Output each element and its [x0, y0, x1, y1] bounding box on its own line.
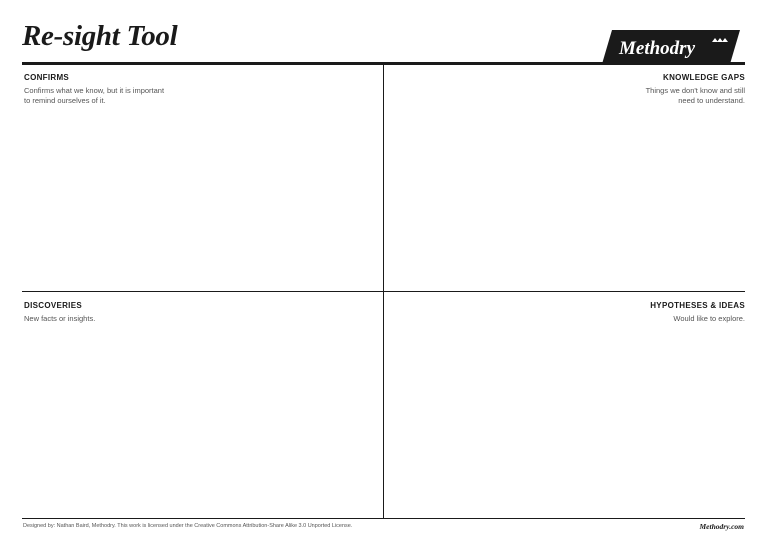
quadrant-hypotheses-ideas [650, 301, 745, 324]
methodry-logo [602, 30, 740, 64]
footer-site: Methodry.com [699, 522, 744, 531]
quadrant-knowledge-gaps [646, 73, 745, 106]
quadrant-discoveries [24, 301, 95, 324]
quadrant-description: Confirms what we know, but it is important to remind ourselves of it. [24, 86, 165, 105]
quadrant-title: DISCOVERIES [24, 301, 82, 310]
quadrant-title: HYPOTHESES & IDEAS [650, 301, 745, 310]
quadrant-description: New facts or insights. [24, 314, 96, 323]
quadrant-title: KNOWLEDGE GAPS [663, 73, 745, 82]
page-title: Re-sight Tool [22, 20, 178, 52]
footer-credit: Designed by: Nathan Baird, Methodry. This work is licensed under the Creative Commons Attribution-Share Alike 3.0 Unported License. [23, 523, 353, 529]
logo-text: Methodry [619, 38, 695, 59]
quadrant-description: Things we don't know and still need to understand. [645, 86, 745, 105]
quadrant-confirms [24, 73, 164, 106]
quadrant-title: CONFIRMS [24, 73, 70, 82]
vertical-divider [383, 65, 384, 519]
quadrant-description: Would like to explore. [673, 314, 745, 323]
